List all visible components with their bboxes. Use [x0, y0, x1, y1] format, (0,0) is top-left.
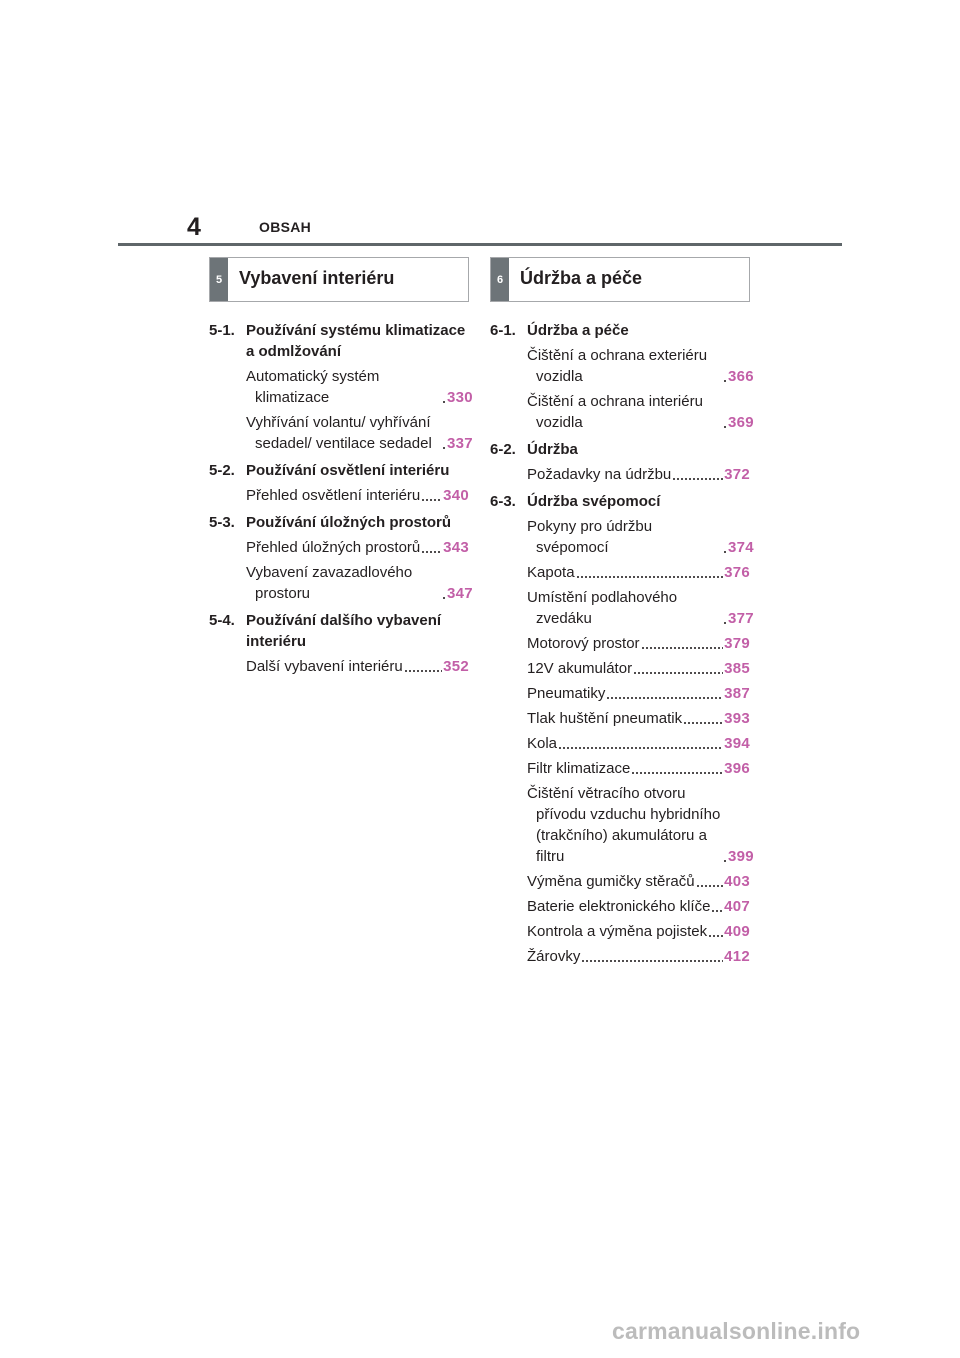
dot-leader: [723, 860, 727, 862]
dot-leader: [558, 747, 723, 749]
page-link[interactable]: 347: [447, 585, 473, 602]
toc-column-section-6: [490, 257, 754, 967]
toc-entry[interactable]: [490, 946, 750, 967]
toc-entry[interactable]: [209, 537, 469, 558]
header-divider: [118, 243, 842, 246]
toc-entry[interactable]: [490, 562, 750, 583]
chapter-title: Údržba a péče: [527, 322, 629, 339]
chapter-number: 5-1.: [209, 322, 235, 339]
chapter-title: Používání úložných prostorů: [246, 514, 452, 531]
dot-leader: [723, 551, 727, 553]
toc-entry-title: Kontrola a výměna pojistek: [527, 923, 708, 940]
page-link[interactable]: 377: [728, 610, 754, 627]
toc-entry[interactable]: [490, 921, 750, 942]
toc-entry[interactable]: [490, 708, 750, 729]
dot-leader: [711, 910, 723, 912]
dot-leader: [606, 697, 723, 699]
chapter-heading: [209, 512, 469, 533]
page-link[interactable]: 366: [728, 368, 754, 385]
toc-column-section-5: [209, 257, 473, 677]
toc-entry[interactable]: [490, 391, 754, 433]
section-title: Vybavení interiéru: [239, 268, 395, 288]
page-link[interactable]: 407: [724, 898, 750, 915]
section-number-tab: 6: [491, 258, 509, 301]
chapter-number: 5-4.: [209, 612, 235, 629]
dot-leader: [404, 670, 442, 672]
dot-leader: [641, 647, 724, 649]
toc-entry-title: Čištění a ochrana exteriéru vozidla: [527, 347, 708, 385]
toc-entry-title: Pneumatiky: [527, 685, 606, 702]
dot-leader: [421, 499, 442, 501]
section-header: [490, 257, 750, 302]
toc-entry[interactable]: [490, 658, 750, 679]
page-link[interactable]: 412: [724, 948, 750, 965]
page-link[interactable]: 403: [724, 873, 750, 890]
toc-entry-title: Žárovky: [527, 948, 581, 965]
dot-leader: [631, 772, 723, 774]
toc-entry-title: Baterie elektronického klíče: [527, 898, 711, 915]
toc-entry-title: Další vybavení interiéru: [246, 658, 403, 675]
page-link[interactable]: 393: [724, 710, 750, 727]
page-link[interactable]: 372: [724, 466, 750, 483]
dot-leader: [723, 622, 727, 624]
toc-entry-title: Kapota: [527, 564, 575, 581]
dot-leader: [576, 576, 724, 578]
toc-entries: [209, 320, 473, 677]
chapter-number: 5-2.: [209, 462, 235, 479]
toc-entry[interactable]: [209, 485, 469, 506]
watermark: carmanualsonline.info: [612, 1318, 861, 1344]
toc-entry-title: Filtr klimatizace: [527, 760, 631, 777]
toc-entry[interactable]: [490, 516, 754, 558]
chapter-number: 6-2.: [490, 441, 516, 458]
dot-leader: [723, 380, 727, 382]
page-link[interactable]: 343: [443, 539, 469, 556]
page-link[interactable]: 385: [724, 660, 750, 677]
toc-entry[interactable]: [490, 871, 750, 892]
page-link[interactable]: 396: [724, 760, 750, 777]
toc-entry[interactable]: [490, 733, 750, 754]
page-link[interactable]: 337: [447, 435, 473, 452]
chapter-title: Údržba svépomocí: [527, 493, 661, 510]
toc-entries: [490, 320, 754, 967]
dot-leader: [683, 722, 723, 724]
page-link[interactable]: 394: [724, 735, 750, 752]
page-header: [0, 0, 960, 250]
toc-entry-title: Přehled úložných prostorů: [246, 539, 421, 556]
page-link[interactable]: 369: [728, 414, 754, 431]
chapter-heading: [209, 610, 469, 652]
chapter-heading: [490, 439, 750, 460]
chapter-heading: [490, 320, 750, 341]
chapter-title: Používání systému klimatizace a odmlžování: [246, 322, 466, 360]
chapter-title: Používání dalšího vybavení interiéru: [246, 612, 442, 650]
toc-entry-title: Výměna gumičky stěračů: [527, 873, 695, 890]
toc-entry[interactable]: [490, 896, 750, 917]
section-header: [209, 257, 469, 302]
chapter-title: Používání osvětlení interiéru: [246, 462, 450, 479]
toc-entry[interactable]: [209, 366, 473, 408]
toc-entry-title: Vyhřívání volantu/ vyhřívání sedadel/ ventilace sedadel: [246, 414, 432, 452]
page-link[interactable]: 379: [724, 635, 750, 652]
section-number-tab: 5: [210, 258, 228, 301]
dot-leader: [708, 935, 723, 937]
toc-entry[interactable]: [490, 683, 750, 704]
toc-entry-title: Pokyny pro údržbu svépomocí: [527, 518, 653, 556]
dot-leader: [442, 401, 446, 403]
chapter-title: Údržba: [527, 441, 578, 458]
toc-entry[interactable]: [209, 412, 473, 454]
chapter-number: 6-3.: [490, 493, 516, 510]
page-link[interactable]: 387: [724, 685, 750, 702]
toc-entry[interactable]: [490, 783, 754, 867]
toc-entry[interactable]: [490, 633, 750, 654]
page-link[interactable]: 340: [443, 487, 469, 504]
section-title: Údržba a péče: [520, 268, 643, 288]
toc-entry[interactable]: [490, 345, 754, 387]
toc-entry-title: Tlak huštění pneumatik: [527, 710, 683, 727]
dot-leader: [723, 426, 727, 428]
chapter-number: 5-3.: [209, 514, 235, 531]
dot-leader: [421, 551, 442, 553]
toc-entry-title: 12V akumulátor: [527, 660, 633, 677]
dot-leader: [672, 478, 723, 480]
page-link[interactable]: 409: [724, 923, 750, 940]
toc-entry[interactable]: [209, 562, 473, 604]
dot-leader: [633, 672, 723, 674]
toc-entry-title: Čištění a ochrana interiéru vozidla: [527, 393, 703, 431]
dot-leader: [442, 597, 446, 599]
page-link[interactable]: 352: [443, 658, 469, 675]
page-link[interactable]: 374: [728, 539, 754, 556]
chapter-heading: [209, 320, 469, 362]
toc-entry-title: Automatický systém klimatizace: [246, 368, 380, 406]
toc-entry-title: Přehled osvětlení interiéru: [246, 487, 421, 504]
dot-leader: [581, 960, 723, 962]
toc-entry[interactable]: [490, 587, 754, 629]
dot-leader: [442, 447, 446, 449]
toc-entry[interactable]: [490, 758, 750, 779]
document-title: OBSAH: [259, 219, 312, 235]
toc-entry-title: Kola: [527, 735, 558, 752]
page-number: 4: [187, 213, 201, 241]
toc-entry-title: Motorový prostor: [527, 635, 640, 652]
page-link[interactable]: 330: [447, 389, 473, 406]
chapter-heading: [209, 460, 469, 481]
toc-entry-title: Vybavení zavazadlového prostoru: [246, 564, 413, 602]
toc-entry-title: Umístění podlahového zvedáku: [527, 589, 678, 627]
chapter-number: 6-1.: [490, 322, 516, 339]
chapter-heading: [490, 491, 750, 512]
toc-entry[interactable]: [490, 464, 750, 485]
toc-entry-title: Požadavky na údržbu: [527, 466, 672, 483]
toc-entry[interactable]: [209, 656, 469, 677]
page-link[interactable]: 376: [724, 564, 750, 581]
toc-entry-title: Čištění větracího otvoru přívodu vzduchu hybridního (trakčního) akumulátoru a filtru: [527, 785, 721, 865]
dot-leader: [696, 885, 723, 887]
page-link[interactable]: 399: [728, 848, 754, 865]
